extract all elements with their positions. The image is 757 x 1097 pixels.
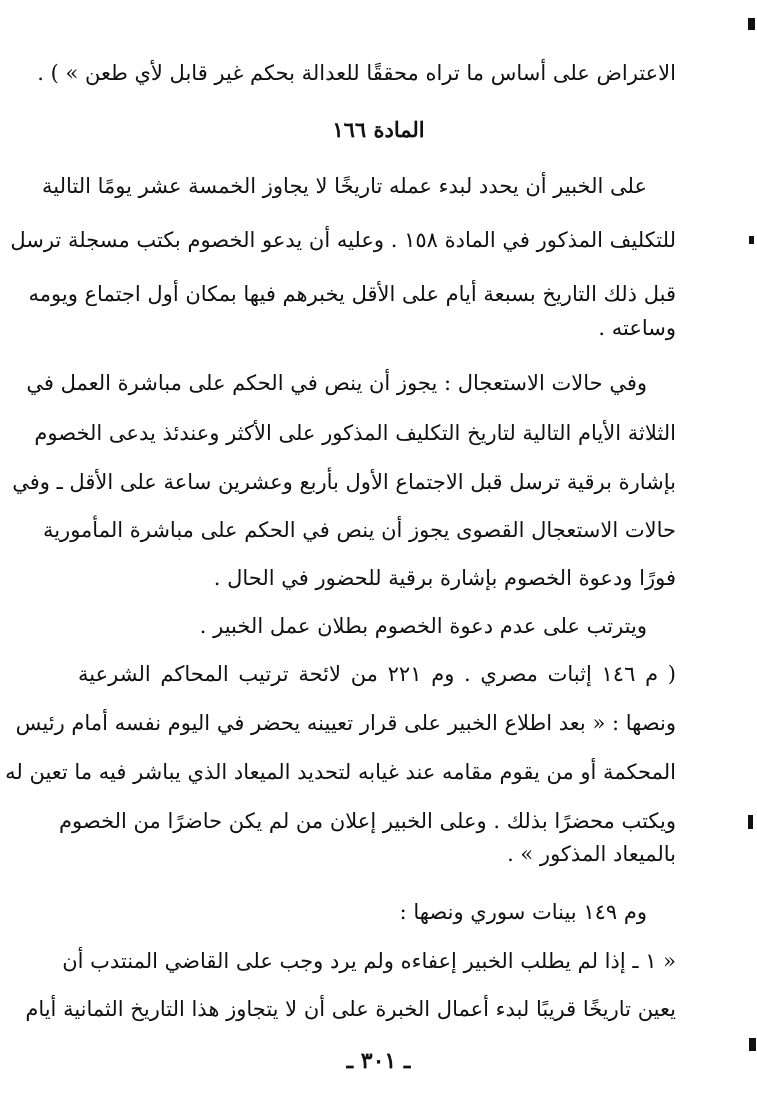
text-line: المحكمة أو من يقوم مقامه عند غيابه لتحديد الميعاد الذي يباشر فيه ما تعين له (5, 760, 676, 784)
text-line: الثلاثة الأيام التالية لتاريخ التكليف المذكور على الأكثر وعندئذ يدعى الخصوم (34, 421, 676, 445)
text-line: ونصها : « بعد اطلاع الخبير على قرار تعيينه يحضر في اليوم نفسه أمام رئيس (15, 711, 676, 735)
text-line: الاعتراض على أساس ما تراه محققًا للعدالة بحكم غير قابل لأي طعن » ) . (37, 61, 676, 85)
text-line: بالميعاد المذكور » . (507, 842, 676, 866)
text-line: للتكليف المذكور في المادة ١٥٨ . وعليه أن يدعو الخصوم بكتب مسجلة ترسل (10, 228, 676, 252)
scan-mark (748, 18, 755, 30)
page-number: ـ ٣٠١ ـ (346, 1048, 411, 1074)
text-line: فورًا ودعوة الخصوم بإشارة برقية للحضور في الحال . (213, 566, 676, 590)
text-line: ( م ١٤٦ إثبات مصري . وم ٢٢١ من لائحة ترتيب المحاكم الشرعية (78, 662, 676, 686)
text-line: على الخبير أن يحدد لبدء عمله تاريخًا لا يجاوز الخمسة عشر يومًا التالية (41, 174, 647, 198)
scan-mark (748, 815, 753, 829)
text-line: يعين تاريخًا قريبًا لبدء أعمال الخبرة على أن لا يتجاوز هذا التاريخ الثمانية أيام (25, 997, 676, 1021)
text-line: حالات الاستعجال القصوى يجوز أن ينص في الحكم على مباشرة المأمورية (42, 518, 676, 542)
article-heading: المادة ١٦٦ (332, 117, 425, 142)
text-line: ويكتب محضرًا بذلك . وعلى الخبير إعلان من لم يكن حاضرًا من الخصوم (59, 809, 676, 833)
text-line: « ١ ـ إذا لم يطلب الخبير إعفاءه ولم يرد وجب على القاضي المنتدب أن (62, 949, 676, 973)
text-line: وساعته . (598, 316, 676, 340)
text-line: وفي حالات الاستعجال : يجوز أن ينص في الحكم على مباشرة العمل في (26, 371, 647, 395)
text-line: وم ١٤٩ بينات سوري ونصها : (399, 900, 647, 924)
text-line: ويترتب على عدم دعوة الخصوم بطلان عمل الخبير . (199, 614, 647, 638)
text-line: بإشارة برقية ترسل قبل الاجتماع الأول بأربع وعشرين ساعة على الأقل ـ وفي (12, 470, 676, 494)
text-line: قبل ذلك التاريخ بسبعة أيام على الأقل يخبرهم فيها بمكان أول اجتماع ويومه (28, 282, 676, 306)
scan-mark (749, 236, 754, 244)
scan-mark (749, 1038, 756, 1051)
